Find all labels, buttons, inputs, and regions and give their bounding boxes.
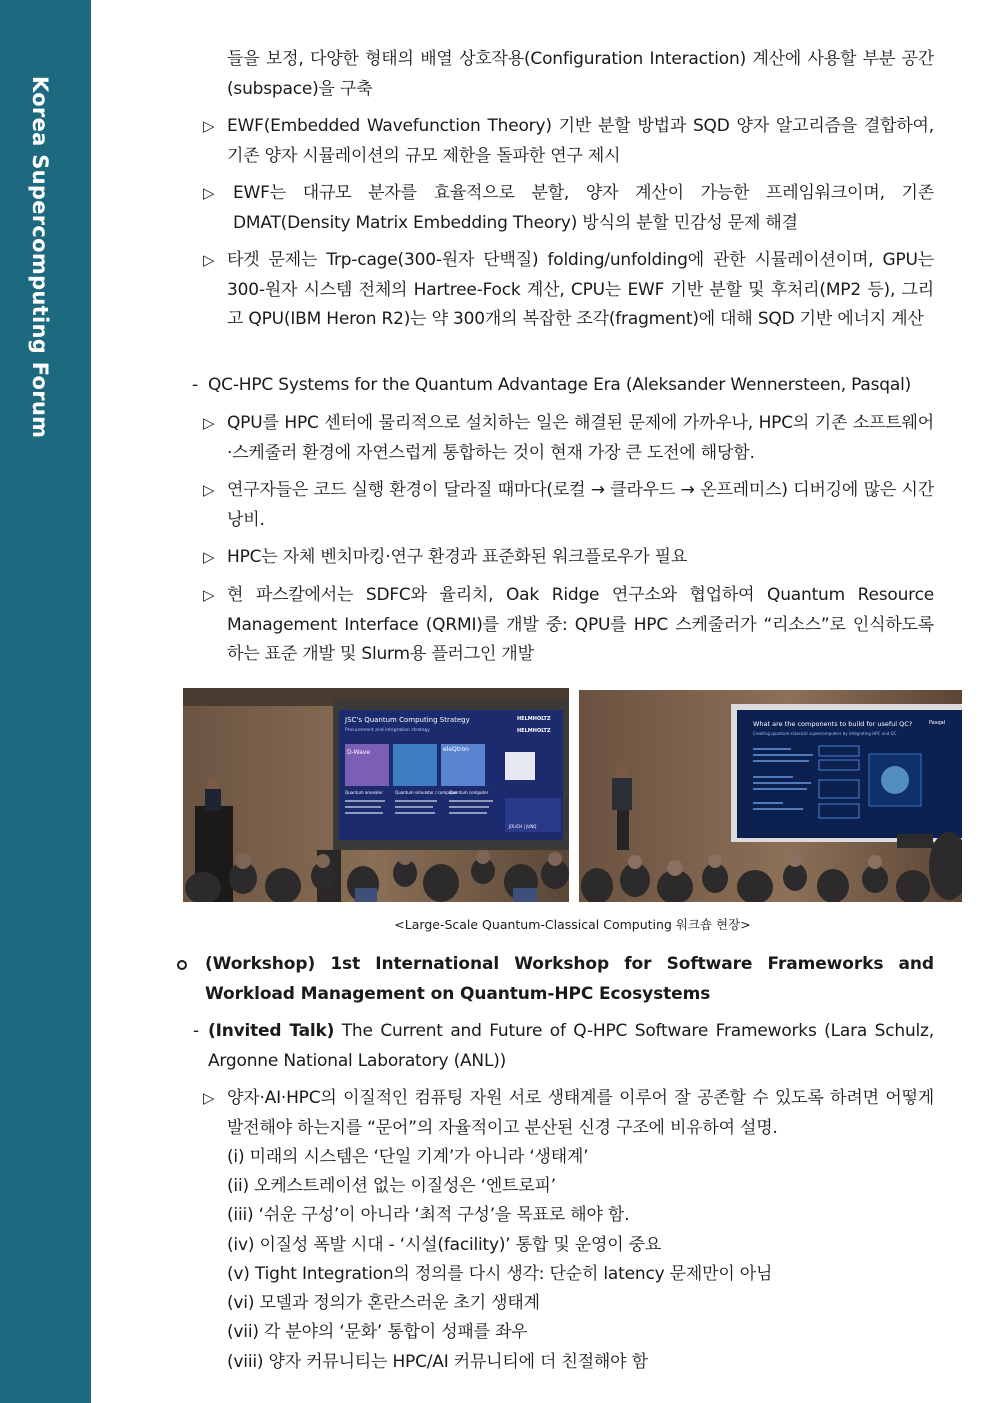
list-item: (i) 미래의 시스템은 ‘단일 기계’가 아니라 ‘생태계’ (227, 1147, 589, 1167)
talk-b-bullet-2: 연구자들은 코드 실행 환경이 달라질 때마다(로컬 → 클라우드 → 온프레미스) 디버깅에 많은 시간 낭비. (227, 480, 934, 530)
photo-right-scene (579, 690, 962, 902)
list-item: (iv) 이질성 폭발 시대 - ‘시설(facility)’ 통합 및 운영이 중요 (227, 1235, 662, 1255)
invited-talk (208, 1017, 934, 1076)
list-item: (viii) 양자 커뮤니티는 HPC/AI 커뮤니티에 더 친절해야 함 (227, 1352, 648, 1372)
triangle-bullet-icon: ▷ (203, 184, 215, 202)
talk-b-bullet-4: 현 파스칼에서는 SDFC와 율리치, Oak Ridge 연구소와 협업하여 Quantum Resource Management Interface (QRMI)를 개발 중: QPU를 HPC 스케줄러가 “리소스”로 인식하도록 하는 표준 개발 및 Slurm용 플러그인 개발 (227, 585, 934, 664)
workshop-heading: (Workshop) 1st International Workshop for Software Frameworks and Workload Management on Quantum-HPC Ecosystems (205, 954, 934, 1004)
triangle-bullet-icon: ▷ (203, 481, 215, 499)
left-slide-logo-b: eleQtron (443, 746, 469, 753)
photo-left-scene (183, 688, 569, 902)
left-slide-col-a: Quantum annealer (345, 790, 383, 795)
left-slide-brand-2: HELMHOLTZ (517, 728, 551, 734)
right-slide-title: What are the components to build for useful QC? (753, 720, 913, 728)
photo-caption: <Large-Scale Quantum-Classical Computing 워크숍 현장> (394, 917, 751, 932)
triangle-bullet-icon: ▷ (203, 251, 215, 269)
triangle-bullet-icon: ▷ (203, 414, 215, 432)
sidebar-title: Korea Supercomputing Forum (28, 76, 52, 439)
left-slide-subtitle: Procurement and integration strategy (345, 728, 430, 733)
right-slide-subtitle: Creating quantum-classical supercomputers by integrating HPC and QC (753, 731, 897, 736)
left-slide-title: JSC's Quantum Computing Strategy (345, 716, 470, 724)
triangle-bullet-icon: ▷ (203, 1089, 215, 1107)
list-item: (v) Tight Integration의 정의를 다시 생각: 단순히 latency 문제만이 아님 (227, 1264, 773, 1284)
left-slide-logo-a: D-Wave (347, 749, 371, 756)
circle-bullet-icon (177, 960, 187, 970)
bullet-a-1: EWF(Embedded Wavefunction Theory) 기반 분할 방법과 SQD 양자 알고리즘을 결합하여, 기존 양자 시뮬레이션의 규모 제한을 돌파한 연구 제시 (227, 116, 934, 166)
dash-marker: - (193, 1021, 200, 1041)
bullet-a-3: 타겟 문제는 Trp-cage(300-원자 단백질) folding/unfolding에 관한 시뮬레이션이며, GPU는 300-원자 시스템 전체의 Hartree-Fock 계산, CPU는 EWF 기반 분할 및 후처리(MP2 등), 그리고 QPU(IBM Heron R2)는 약 300개의 복잡한 조각(fragment)에 대해 SQD 기반 에너지 계산 (227, 250, 934, 329)
invited-talk-title: The Current and Future of Q-HPC Software Frameworks (Lara Schulz, Argonne National Laboratory (ANL)) (208, 1021, 934, 1071)
sidebar (0, 0, 91, 1403)
left-slide-footer: JÜLICH | JUNQ (509, 824, 537, 829)
left-slide-col-b: Quantum simulator / computer (395, 790, 457, 795)
list-item: (ii) 오케스트레이션 없는 이질성은 ‘엔트로피’ (227, 1176, 556, 1196)
list-item: (vi) 모델과 정의가 혼란스러운 초기 생태계 (227, 1293, 540, 1313)
workshop-bullet: 양자·AI·HPC의 이질적인 컴퓨팅 자원 서로 생태계를 이루어 잘 공존할 수 있도록 하려면 어떻게 발전해야 하는지를 “문어”의 자율적이고 분산된 신경 구조에 비유하여 설명. (227, 1088, 934, 1138)
intro-continuation: 들을 보정, 다양한 형태의 배열 상호작용(Configuration Interaction) 계산에 사용할 부분 공간(subspace)을 구축 (227, 49, 934, 99)
invited-talk-prefix: (Invited Talk) (208, 1021, 335, 1041)
bullet-a-2: EWF는 대규모 분자를 효율적으로 분할, 양자 계산이 가능한 프레임워크이며, 기존 DMAT(Density Matrix Embedding Theory) 방식의 분할 민감성 문제 해결 (233, 183, 934, 233)
list-item: (vii) 각 분야의 ‘문화’ 통합이 성패를 좌우 (227, 1322, 528, 1342)
talk-b-title: QC-HPC Systems for the Quantum Advantage Era (Aleksander Wennersteen, Pasqal) (208, 375, 912, 395)
talk-b-bullet-1: QPU를 HPC 센터에 물리적으로 설치하는 일은 해결된 문제에 가까우나, HPC의 기존 소프트웨어·스케줄러 환경에 자연스럽게 통합하는 것이 현재 가장 큰 도전에 해당함. (227, 413, 934, 463)
triangle-bullet-icon: ▷ (203, 548, 215, 566)
dash-marker: - (192, 375, 199, 395)
talk-b-bullet-3: HPC는 자체 벤치마킹·연구 환경과 표준화된 워크플로우가 필요 (227, 547, 688, 567)
workshop-photo-right (579, 690, 962, 902)
left-slide-brand-1: HELMHOLTZ (517, 716, 551, 722)
triangle-bullet-icon: ▷ (203, 586, 215, 604)
left-slide-col-c: Quantum computer (449, 790, 489, 795)
list-item: (iii) ‘쉬운 구성’이 아니라 ‘최적 구성’을 목표로 해야 함. (227, 1205, 630, 1225)
workshop-photo-left (183, 688, 569, 902)
right-slide-brand: Pasqal (929, 720, 946, 726)
triangle-bullet-icon: ▷ (203, 117, 215, 135)
